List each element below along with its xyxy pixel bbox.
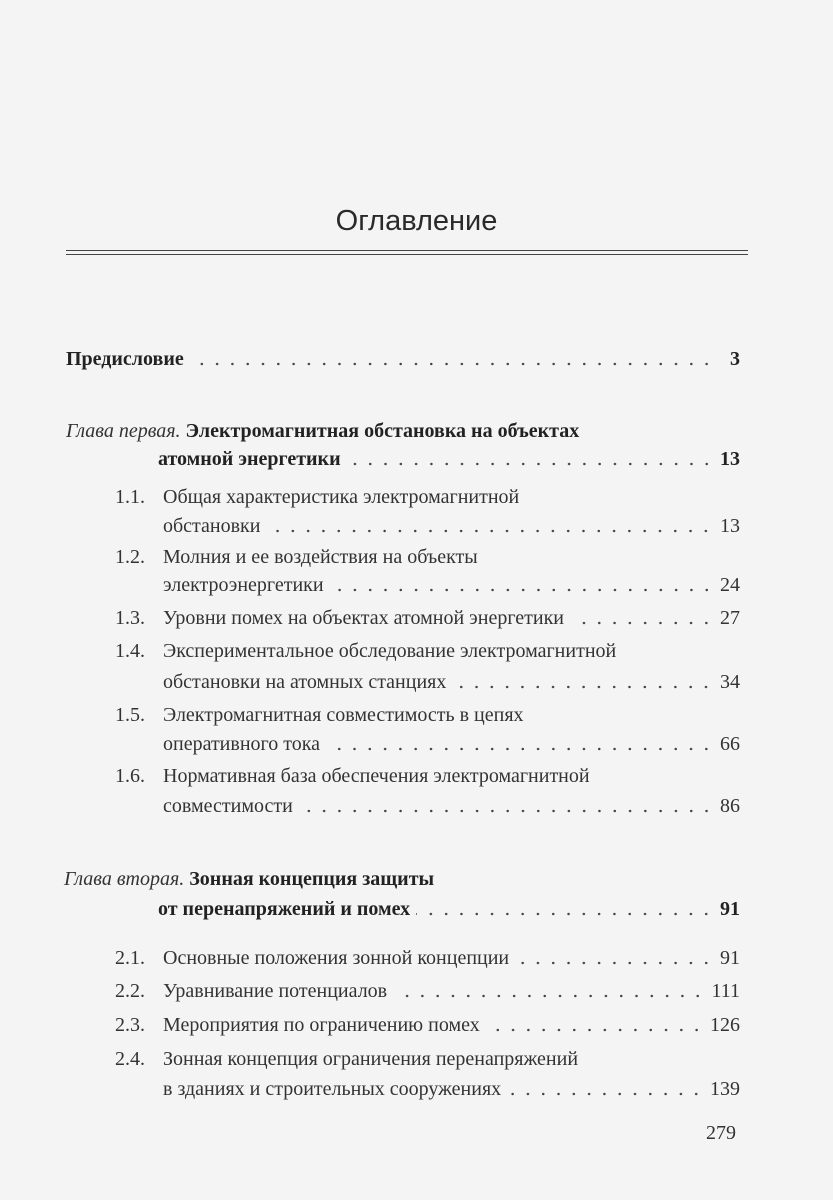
chapter-title-cont: атомной энергетики [158,448,341,470]
section-number: 1.5. [115,704,145,726]
section-title: Зонная концепция ограничения перенапряжений [163,1048,579,1070]
section-title: Нормативная база обеспечения электромагнитной [163,765,590,787]
toc-section-1-5-cont[interactable] [163,731,740,757]
toc-section-1-1-cont[interactable] [163,513,740,539]
toc-section-1-5[interactable] [163,702,524,728]
section-title: Общая характеристика электромагнитной [163,486,520,508]
toc-section-1-2-cont[interactable] [163,572,740,598]
entry-page: 139 [710,1078,740,1100]
dot-leader [299,809,714,813]
section-title: Экспериментальное обследование электромагнитной [163,640,617,662]
toc-section-2-1[interactable] [163,945,740,971]
section-title: Уравнивание потенциалов [163,980,388,1002]
section-title: Основные положения зонной концепции [163,947,510,969]
dot-leader [486,1028,704,1032]
toc-section-2-4[interactable] [163,1046,578,1072]
page-number: 279 [706,1122,736,1144]
entry-page: 91 [720,898,740,920]
section-title-cont: электроэнергетики [163,574,324,596]
section-title: Уровни помех на объектах атомной энергетики [163,607,564,629]
toc-chapter-1[interactable] [66,418,579,444]
toc-section-1-1[interactable] [163,484,519,510]
page-title: Оглавление [335,205,498,237]
dot-leader [452,685,714,689]
toc-chapter-1-cont[interactable] [158,446,740,472]
section-title-cont: обстановки [163,515,261,537]
section-number: 2.3. [115,1014,145,1036]
chapter-title-cont: от перенапряжений и помех [158,898,411,920]
dot-leader [515,961,714,965]
section-number: 1.6. [115,765,145,787]
toc-chapter-2-cont[interactable] [158,896,740,922]
entry-page: 34 [720,671,740,693]
section-number: 1.1. [115,486,145,508]
dot-leader [393,994,705,998]
entry-title: Предисловие [66,348,184,370]
section-title: Мероприятия по ограничению помех [163,1014,480,1036]
chapter-prefix: Глава первая. [66,420,181,442]
dot-leader [266,529,714,533]
toc-section-1-4-cont[interactable] [163,669,740,695]
dot-leader [570,621,714,625]
section-title: Молния и ее воздействия на объекты [163,546,478,568]
toc-section-1-4[interactable] [163,638,616,664]
toc-section-2-3[interactable] [163,1012,740,1038]
section-number: 2.2. [115,980,145,1002]
toc-section-2-4-cont[interactable] [163,1076,740,1102]
entry-page: 111 [711,980,740,1002]
dot-leader [190,362,714,366]
chapter-title: Электромагнитная обстановка на объектах [185,420,580,442]
chapter-prefix: Глава вторая. [64,868,185,890]
entry-page: 86 [720,795,740,817]
section-number: 1.2. [115,546,145,568]
dot-leader [507,1092,704,1096]
section-number: 2.4. [115,1048,145,1070]
toc-section-1-3[interactable] [163,605,740,631]
toc-section-2-2[interactable] [163,978,740,1004]
toc-section-1-2[interactable] [163,544,478,570]
title-rule-top [66,250,748,251]
entry-page: 3 [730,348,740,370]
entry-page: 13 [720,515,740,537]
toc-entry-preface[interactable] [66,346,740,372]
toc-chapter-2[interactable] [64,866,434,892]
entry-page: 13 [720,448,740,470]
toc-section-1-6-cont[interactable] [163,793,740,819]
entry-page: 91 [720,947,740,969]
section-number: 1.3. [115,607,145,629]
dot-leader [416,912,714,916]
section-title: Электромагнитная совместимость в цепях [163,704,524,726]
section-title-cont: в зданиях и строительных сооружениях [163,1078,502,1100]
title-rule-bottom [66,254,748,255]
toc-section-1-6[interactable] [163,763,590,789]
dot-leader [330,588,714,592]
entry-page: 27 [720,607,740,629]
section-title-cont: обстановки на атомных станциях [163,671,447,693]
dot-leader [326,747,714,751]
section-title-cont: совместимости [163,795,293,817]
section-number: 2.1. [115,947,145,969]
dot-leader [347,462,714,466]
chapter-title: Зонная концепция защиты [189,868,435,890]
section-title-cont: оперативного тока [163,733,321,755]
entry-page: 126 [710,1014,740,1036]
section-number: 1.4. [115,640,145,662]
entry-page: 66 [720,733,740,755]
entry-page: 24 [720,574,740,596]
